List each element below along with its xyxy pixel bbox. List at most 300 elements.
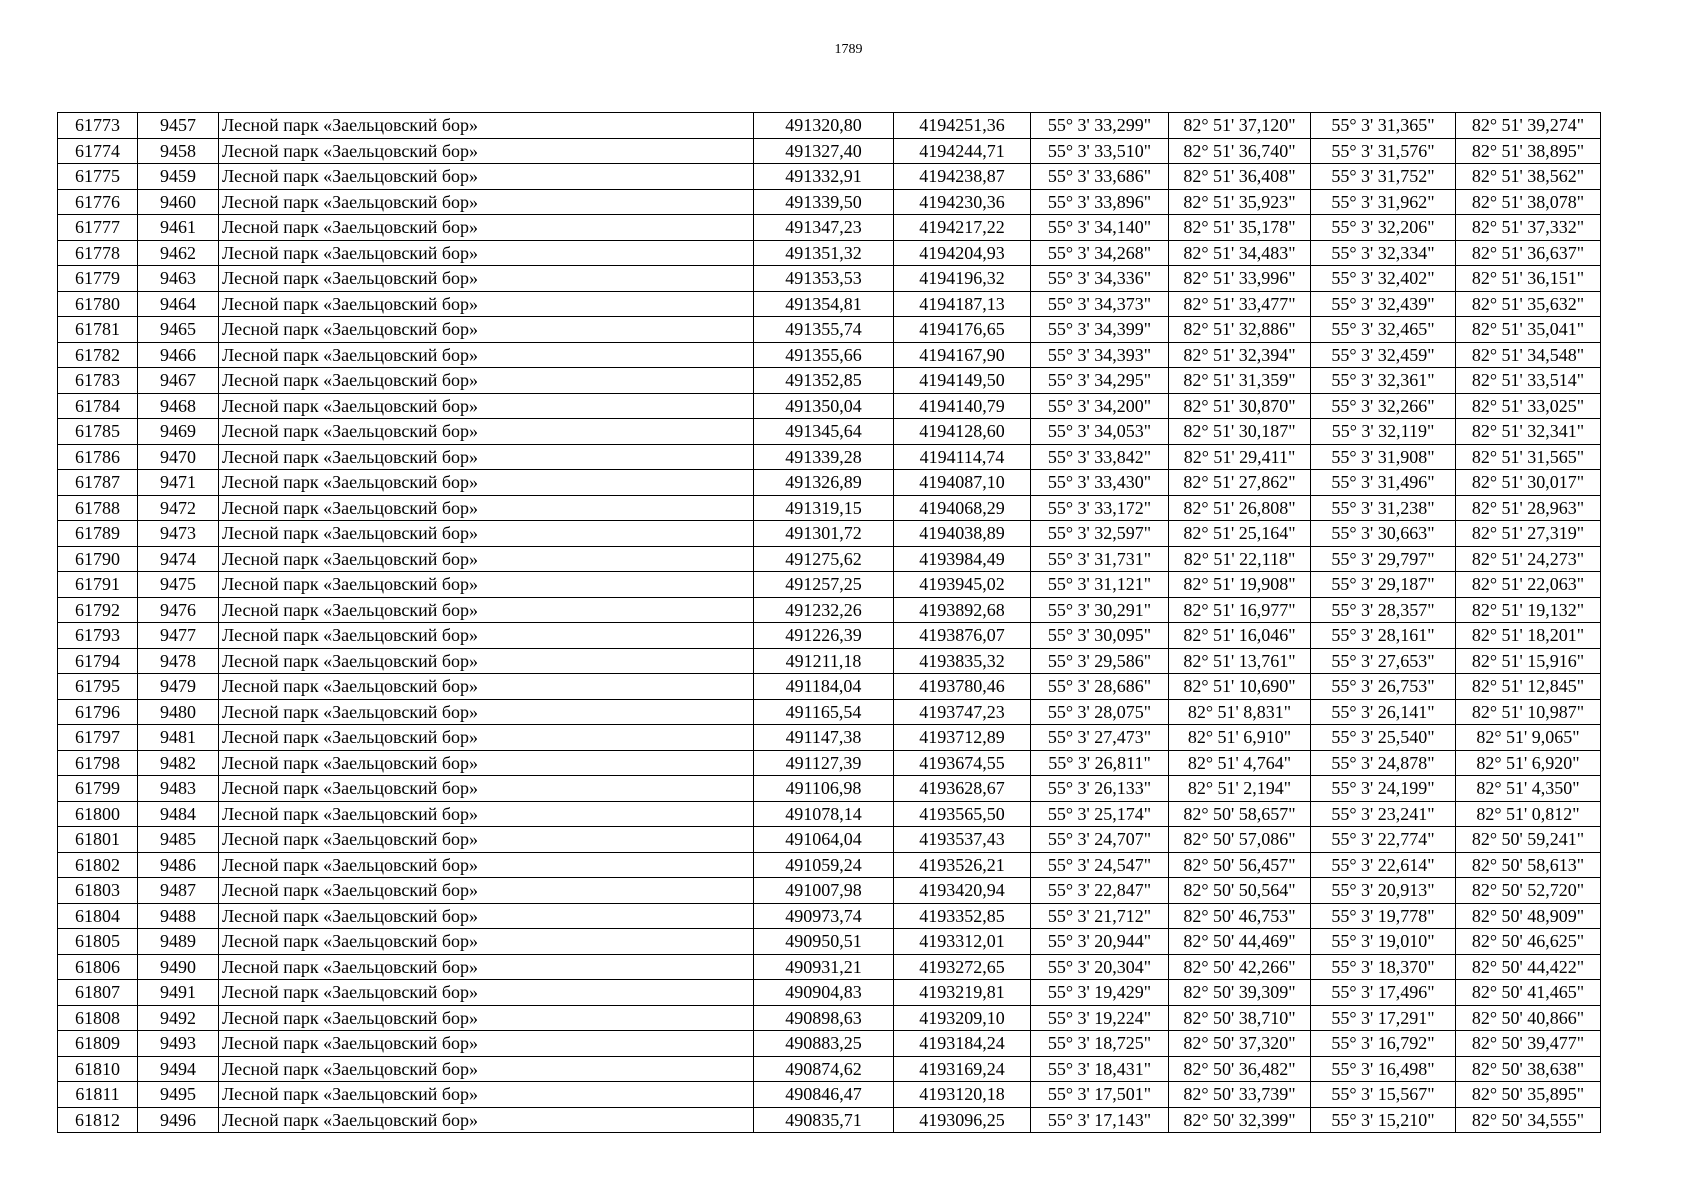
x-coordinate-cell: 491320,80 [754,113,894,139]
point-number-cell: 9484 [138,801,219,827]
point-number-cell: 9485 [138,827,219,853]
table-body [58,113,1601,1133]
object-name-cell: Лесной парк «Заельцовский бор» [219,597,754,623]
longitude-1-cell: 82° 50' 56,457" [1169,852,1311,878]
longitude-2-cell: 82° 51' 24,273" [1456,546,1601,572]
object-name-cell: Лесной парк «Заельцовский бор» [219,954,754,980]
latitude-1-cell: 55° 3' 20,304" [1031,954,1169,980]
longitude-2-cell: 82° 50' 46,625" [1456,929,1601,955]
y-coordinate-cell: 4193747,23 [894,699,1031,725]
latitude-1-cell: 55° 3' 25,174" [1031,801,1169,827]
object-name-cell: Лесной парк «Заельцовский бор» [219,725,754,751]
latitude-1-cell: 55° 3' 34,393" [1031,342,1169,368]
point-number-cell: 9460 [138,189,219,215]
table-row [58,801,1601,827]
longitude-1-cell: 82° 50' 36,482" [1169,1056,1311,1082]
row-number-cell: 61791 [58,572,138,598]
longitude-2-cell: 82° 51' 33,025" [1456,393,1601,419]
point-number-cell: 9457 [138,113,219,139]
table-row [58,1107,1601,1133]
longitude-2-cell: 82° 51' 38,562" [1456,164,1601,190]
row-number-cell: 61782 [58,342,138,368]
longitude-1-cell: 82° 51' 34,483" [1169,240,1311,266]
longitude-1-cell: 82° 50' 32,399" [1169,1107,1311,1133]
object-name-cell: Лесной парк «Заельцовский бор» [219,1005,754,1031]
object-name-cell: Лесной парк «Заельцовский бор» [219,903,754,929]
latitude-2-cell: 55° 3' 24,878" [1311,750,1456,776]
latitude-2-cell: 55° 3' 32,439" [1311,291,1456,317]
longitude-1-cell: 82° 51' 30,870" [1169,393,1311,419]
x-coordinate-cell: 491353,53 [754,266,894,292]
x-coordinate-cell: 491354,81 [754,291,894,317]
y-coordinate-cell: 4194140,79 [894,393,1031,419]
point-number-cell: 9474 [138,546,219,572]
longitude-2-cell: 82° 51' 34,548" [1456,342,1601,368]
longitude-1-cell: 82° 51' 6,910" [1169,725,1311,751]
x-coordinate-cell: 491326,89 [754,470,894,496]
row-number-cell: 61785 [58,419,138,445]
latitude-2-cell: 55° 3' 32,266" [1311,393,1456,419]
longitude-1-cell: 82° 51' 16,977" [1169,597,1311,623]
point-number-cell: 9461 [138,215,219,241]
latitude-2-cell: 55° 3' 31,752" [1311,164,1456,190]
y-coordinate-cell: 4193184,24 [894,1031,1031,1057]
object-name-cell: Лесной парк «Заельцовский бор» [219,750,754,776]
longitude-2-cell: 82° 50' 40,866" [1456,1005,1601,1031]
longitude-2-cell: 82° 51' 0,812" [1456,801,1601,827]
object-name-cell: Лесной парк «Заельцовский бор» [219,572,754,598]
object-name-cell: Лесной парк «Заельцовский бор» [219,521,754,547]
longitude-1-cell: 82° 51' 31,359" [1169,368,1311,394]
latitude-1-cell: 55° 3' 34,053" [1031,419,1169,445]
latitude-2-cell: 55° 3' 31,238" [1311,495,1456,521]
x-coordinate-cell: 491106,98 [754,776,894,802]
object-name-cell: Лесной парк «Заельцовский бор» [219,546,754,572]
table-row [58,113,1601,139]
latitude-1-cell: 55° 3' 34,399" [1031,317,1169,343]
table-row [58,1005,1601,1031]
y-coordinate-cell: 4193312,01 [894,929,1031,955]
latitude-2-cell: 55° 3' 32,465" [1311,317,1456,343]
row-number-cell: 61776 [58,189,138,215]
table-row [58,929,1601,955]
table-row [58,572,1601,598]
y-coordinate-cell: 4193780,46 [894,674,1031,700]
y-coordinate-cell: 4193945,02 [894,572,1031,598]
longitude-2-cell: 82° 50' 52,720" [1456,878,1601,904]
point-number-cell: 9458 [138,138,219,164]
y-coordinate-cell: 4194187,13 [894,291,1031,317]
y-coordinate-cell: 4193272,65 [894,954,1031,980]
row-number-cell: 61804 [58,903,138,929]
row-number-cell: 61780 [58,291,138,317]
longitude-2-cell: 82° 50' 35,895" [1456,1082,1601,1108]
longitude-1-cell: 82° 51' 37,120" [1169,113,1311,139]
latitude-2-cell: 55° 3' 18,370" [1311,954,1456,980]
y-coordinate-cell: 4193209,10 [894,1005,1031,1031]
x-coordinate-cell: 491339,28 [754,444,894,470]
row-number-cell: 61786 [58,444,138,470]
x-coordinate-cell: 491078,14 [754,801,894,827]
x-coordinate-cell: 491275,62 [754,546,894,572]
y-coordinate-cell: 4194217,22 [894,215,1031,241]
longitude-2-cell: 82° 51' 31,565" [1456,444,1601,470]
point-number-cell: 9471 [138,470,219,496]
table-row [58,1082,1601,1108]
latitude-2-cell: 55° 3' 31,908" [1311,444,1456,470]
y-coordinate-cell: 4194038,89 [894,521,1031,547]
latitude-2-cell: 55° 3' 22,614" [1311,852,1456,878]
x-coordinate-cell: 491257,25 [754,572,894,598]
row-number-cell: 61808 [58,1005,138,1031]
object-name-cell: Лесной парк «Заельцовский бор» [219,240,754,266]
object-name-cell: Лесной парк «Заельцовский бор» [219,776,754,802]
latitude-2-cell: 55° 3' 29,187" [1311,572,1456,598]
y-coordinate-cell: 4194204,93 [894,240,1031,266]
point-number-cell: 9493 [138,1031,219,1057]
object-name-cell: Лесной парк «Заельцовский бор» [219,852,754,878]
latitude-1-cell: 55° 3' 33,686" [1031,164,1169,190]
longitude-1-cell: 82° 50' 39,309" [1169,980,1311,1006]
table-row [58,419,1601,445]
row-number-cell: 61774 [58,138,138,164]
y-coordinate-cell: 4193526,21 [894,852,1031,878]
row-number-cell: 61792 [58,597,138,623]
object-name-cell: Лесной парк «Заельцовский бор» [219,342,754,368]
latitude-1-cell: 55° 3' 34,295" [1031,368,1169,394]
latitude-1-cell: 55° 3' 31,121" [1031,572,1169,598]
latitude-2-cell: 55° 3' 16,498" [1311,1056,1456,1082]
latitude-2-cell: 55° 3' 17,291" [1311,1005,1456,1031]
y-coordinate-cell: 4194068,29 [894,495,1031,521]
x-coordinate-cell: 490883,25 [754,1031,894,1057]
row-number-cell: 61800 [58,801,138,827]
point-number-cell: 9495 [138,1082,219,1108]
table-row [58,240,1601,266]
latitude-2-cell: 55° 3' 15,567" [1311,1082,1456,1108]
table-row [58,495,1601,521]
table-row [58,852,1601,878]
x-coordinate-cell: 490874,62 [754,1056,894,1082]
table-row [58,674,1601,700]
object-name-cell: Лесной парк «Заельцовский бор» [219,495,754,521]
y-coordinate-cell: 4194114,74 [894,444,1031,470]
latitude-1-cell: 55° 3' 18,431" [1031,1056,1169,1082]
longitude-2-cell: 82° 51' 28,963" [1456,495,1601,521]
coordinates-table [57,112,1601,1133]
latitude-1-cell: 55° 3' 30,291" [1031,597,1169,623]
x-coordinate-cell: 491226,39 [754,623,894,649]
longitude-1-cell: 82° 50' 44,469" [1169,929,1311,955]
longitude-2-cell: 82° 51' 18,201" [1456,623,1601,649]
y-coordinate-cell: 4194238,87 [894,164,1031,190]
object-name-cell: Лесной парк «Заельцовский бор» [219,164,754,190]
row-number-cell: 61797 [58,725,138,751]
longitude-2-cell: 82° 51' 30,017" [1456,470,1601,496]
x-coordinate-cell: 491059,24 [754,852,894,878]
y-coordinate-cell: 4193712,89 [894,725,1031,751]
table-row [58,470,1601,496]
table-row [58,138,1601,164]
latitude-1-cell: 55° 3' 19,224" [1031,1005,1169,1031]
longitude-2-cell: 82° 51' 19,132" [1456,597,1601,623]
table-row [58,623,1601,649]
object-name-cell: Лесной парк «Заельцовский бор» [219,444,754,470]
latitude-1-cell: 55° 3' 26,133" [1031,776,1169,802]
point-number-cell: 9466 [138,342,219,368]
object-name-cell: Лесной парк «Заельцовский бор» [219,1056,754,1082]
point-number-cell: 9488 [138,903,219,929]
latitude-2-cell: 55° 3' 28,161" [1311,623,1456,649]
longitude-2-cell: 82° 51' 27,319" [1456,521,1601,547]
longitude-1-cell: 82° 51' 19,908" [1169,572,1311,598]
latitude-1-cell: 55° 3' 33,896" [1031,189,1169,215]
table-row [58,648,1601,674]
object-name-cell: Лесной парк «Заельцовский бор» [219,138,754,164]
x-coordinate-cell: 491355,74 [754,317,894,343]
object-name-cell: Лесной парк «Заельцовский бор» [219,929,754,955]
longitude-1-cell: 82° 51' 27,862" [1169,470,1311,496]
row-number-cell: 61811 [58,1082,138,1108]
y-coordinate-cell: 4194251,36 [894,113,1031,139]
latitude-1-cell: 55° 3' 34,140" [1031,215,1169,241]
longitude-1-cell: 82° 51' 26,808" [1169,495,1311,521]
latitude-1-cell: 55° 3' 21,712" [1031,903,1169,929]
latitude-1-cell: 55° 3' 19,429" [1031,980,1169,1006]
longitude-2-cell: 82° 51' 39,274" [1456,113,1601,139]
object-name-cell: Лесной парк «Заельцовский бор» [219,1031,754,1057]
object-name-cell: Лесной парк «Заельцовский бор» [219,827,754,853]
latitude-2-cell: 55° 3' 32,119" [1311,419,1456,445]
object-name-cell: Лесной парк «Заельцовский бор» [219,266,754,292]
longitude-1-cell: 82° 51' 2,194" [1169,776,1311,802]
x-coordinate-cell: 491350,04 [754,393,894,419]
longitude-2-cell: 82° 50' 34,555" [1456,1107,1601,1133]
x-coordinate-cell: 490973,74 [754,903,894,929]
x-coordinate-cell: 491184,04 [754,674,894,700]
point-number-cell: 9470 [138,444,219,470]
latitude-1-cell: 55° 3' 17,501" [1031,1082,1169,1108]
x-coordinate-cell: 491007,98 [754,878,894,904]
table-row [58,1031,1601,1057]
latitude-2-cell: 55° 3' 29,797" [1311,546,1456,572]
latitude-2-cell: 55° 3' 32,402" [1311,266,1456,292]
row-number-cell: 61807 [58,980,138,1006]
point-number-cell: 9475 [138,572,219,598]
longitude-1-cell: 82° 50' 33,739" [1169,1082,1311,1108]
latitude-2-cell: 55° 3' 28,357" [1311,597,1456,623]
longitude-1-cell: 82° 51' 35,923" [1169,189,1311,215]
longitude-1-cell: 82° 51' 32,394" [1169,342,1311,368]
table-row [58,393,1601,419]
latitude-1-cell: 55° 3' 32,597" [1031,521,1169,547]
point-number-cell: 9487 [138,878,219,904]
object-name-cell: Лесной парк «Заельцовский бор» [219,1107,754,1133]
object-name-cell: Лесной парк «Заельцовский бор» [219,419,754,445]
table-row [58,827,1601,853]
longitude-1-cell: 82° 50' 50,564" [1169,878,1311,904]
latitude-2-cell: 55° 3' 26,141" [1311,699,1456,725]
x-coordinate-cell: 491301,72 [754,521,894,547]
latitude-2-cell: 55° 3' 25,540" [1311,725,1456,751]
longitude-2-cell: 82° 50' 39,477" [1456,1031,1601,1057]
longitude-2-cell: 82° 51' 37,332" [1456,215,1601,241]
table-row [58,597,1601,623]
y-coordinate-cell: 4193674,55 [894,750,1031,776]
longitude-2-cell: 82° 51' 35,041" [1456,317,1601,343]
latitude-2-cell: 55° 3' 31,365" [1311,113,1456,139]
latitude-1-cell: 55° 3' 34,373" [1031,291,1169,317]
longitude-2-cell: 82° 51' 38,078" [1456,189,1601,215]
table-row [58,444,1601,470]
latitude-1-cell: 55° 3' 27,473" [1031,725,1169,751]
x-coordinate-cell: 491352,85 [754,368,894,394]
latitude-1-cell: 55° 3' 29,586" [1031,648,1169,674]
y-coordinate-cell: 4193096,25 [894,1107,1031,1133]
table-row [58,368,1601,394]
row-number-cell: 61810 [58,1056,138,1082]
y-coordinate-cell: 4193835,32 [894,648,1031,674]
y-coordinate-cell: 4193219,81 [894,980,1031,1006]
x-coordinate-cell: 491339,50 [754,189,894,215]
point-number-cell: 9492 [138,1005,219,1031]
latitude-1-cell: 55° 3' 33,430" [1031,470,1169,496]
y-coordinate-cell: 4193352,85 [894,903,1031,929]
y-coordinate-cell: 4193537,43 [894,827,1031,853]
point-number-cell: 9472 [138,495,219,521]
latitude-1-cell: 55° 3' 34,268" [1031,240,1169,266]
object-name-cell: Лесной парк «Заельцовский бор» [219,980,754,1006]
latitude-2-cell: 55° 3' 26,753" [1311,674,1456,700]
y-coordinate-cell: 4194087,10 [894,470,1031,496]
longitude-1-cell: 82° 50' 57,086" [1169,827,1311,853]
table-row [58,903,1601,929]
y-coordinate-cell: 4194196,32 [894,266,1031,292]
row-number-cell: 61802 [58,852,138,878]
point-number-cell: 9463 [138,266,219,292]
table-row [58,699,1601,725]
table-row [58,776,1601,802]
latitude-1-cell: 55° 3' 24,547" [1031,852,1169,878]
object-name-cell: Лесной парк «Заельцовский бор» [219,113,754,139]
table-row [58,291,1601,317]
longitude-1-cell: 82° 51' 22,118" [1169,546,1311,572]
y-coordinate-cell: 4193628,67 [894,776,1031,802]
longitude-2-cell: 82° 51' 12,845" [1456,674,1601,700]
table-row [58,878,1601,904]
longitude-2-cell: 82° 51' 35,632" [1456,291,1601,317]
row-number-cell: 61812 [58,1107,138,1133]
y-coordinate-cell: 4194230,36 [894,189,1031,215]
latitude-2-cell: 55° 3' 32,459" [1311,342,1456,368]
longitude-2-cell: 82° 51' 36,151" [1456,266,1601,292]
row-number-cell: 61798 [58,750,138,776]
latitude-2-cell: 55° 3' 19,778" [1311,903,1456,929]
latitude-2-cell: 55° 3' 20,913" [1311,878,1456,904]
longitude-1-cell: 82° 51' 4,764" [1169,750,1311,776]
latitude-2-cell: 55° 3' 22,774" [1311,827,1456,853]
x-coordinate-cell: 491351,32 [754,240,894,266]
latitude-1-cell: 55° 3' 33,299" [1031,113,1169,139]
row-number-cell: 61793 [58,623,138,649]
y-coordinate-cell: 4193565,50 [894,801,1031,827]
row-number-cell: 61779 [58,266,138,292]
point-number-cell: 9490 [138,954,219,980]
table-row [58,164,1601,190]
object-name-cell: Лесной парк «Заельцовский бор» [219,648,754,674]
x-coordinate-cell: 491147,38 [754,725,894,751]
longitude-1-cell: 82° 50' 46,753" [1169,903,1311,929]
longitude-1-cell: 82° 51' 36,408" [1169,164,1311,190]
object-name-cell: Лесной парк «Заельцовский бор» [219,393,754,419]
object-name-cell: Лесной парк «Заельцовский бор» [219,317,754,343]
table-row [58,189,1601,215]
longitude-2-cell: 82° 50' 58,613" [1456,852,1601,878]
y-coordinate-cell: 4194244,71 [894,138,1031,164]
point-number-cell: 9469 [138,419,219,445]
point-number-cell: 9486 [138,852,219,878]
row-number-cell: 61787 [58,470,138,496]
point-number-cell: 9467 [138,368,219,394]
row-number-cell: 61781 [58,317,138,343]
latitude-2-cell: 55° 3' 32,334" [1311,240,1456,266]
row-number-cell: 61796 [58,699,138,725]
longitude-1-cell: 82° 51' 29,411" [1169,444,1311,470]
longitude-1-cell: 82° 51' 32,886" [1169,317,1311,343]
longitude-1-cell: 82° 51' 33,477" [1169,291,1311,317]
latitude-1-cell: 55° 3' 26,811" [1031,750,1169,776]
latitude-2-cell: 55° 3' 31,962" [1311,189,1456,215]
point-number-cell: 9462 [138,240,219,266]
point-number-cell: 9481 [138,725,219,751]
point-number-cell: 9494 [138,1056,219,1082]
x-coordinate-cell: 491345,64 [754,419,894,445]
point-number-cell: 9473 [138,521,219,547]
table-row [58,750,1601,776]
table-row [58,342,1601,368]
longitude-1-cell: 82° 50' 42,266" [1169,954,1311,980]
longitude-2-cell: 82° 51' 9,065" [1456,725,1601,751]
latitude-2-cell: 55° 3' 32,206" [1311,215,1456,241]
longitude-1-cell: 82° 51' 30,187" [1169,419,1311,445]
object-name-cell: Лесной парк «Заельцовский бор» [219,368,754,394]
longitude-2-cell: 82° 51' 38,895" [1456,138,1601,164]
y-coordinate-cell: 4193984,49 [894,546,1031,572]
longitude-1-cell: 82° 51' 16,046" [1169,623,1311,649]
latitude-2-cell: 55° 3' 16,792" [1311,1031,1456,1057]
longitude-2-cell: 82° 50' 48,909" [1456,903,1601,929]
y-coordinate-cell: 4193876,07 [894,623,1031,649]
object-name-cell: Лесной парк «Заельцовский бор» [219,1082,754,1108]
x-coordinate-cell: 490950,51 [754,929,894,955]
object-name-cell: Лесной парк «Заельцовский бор» [219,189,754,215]
point-number-cell: 9479 [138,674,219,700]
longitude-1-cell: 82° 51' 33,996" [1169,266,1311,292]
table-row [58,954,1601,980]
x-coordinate-cell: 491327,40 [754,138,894,164]
x-coordinate-cell: 490835,71 [754,1107,894,1133]
x-coordinate-cell: 490931,21 [754,954,894,980]
longitude-2-cell: 82° 50' 38,638" [1456,1056,1601,1082]
latitude-2-cell: 55° 3' 27,653" [1311,648,1456,674]
object-name-cell: Лесной парк «Заельцовский бор» [219,623,754,649]
row-number-cell: 61788 [58,495,138,521]
object-name-cell: Лесной парк «Заельцовский бор» [219,801,754,827]
x-coordinate-cell: 491355,66 [754,342,894,368]
latitude-1-cell: 55° 3' 33,842" [1031,444,1169,470]
longitude-1-cell: 82° 51' 13,761" [1169,648,1311,674]
longitude-2-cell: 82° 51' 22,063" [1456,572,1601,598]
